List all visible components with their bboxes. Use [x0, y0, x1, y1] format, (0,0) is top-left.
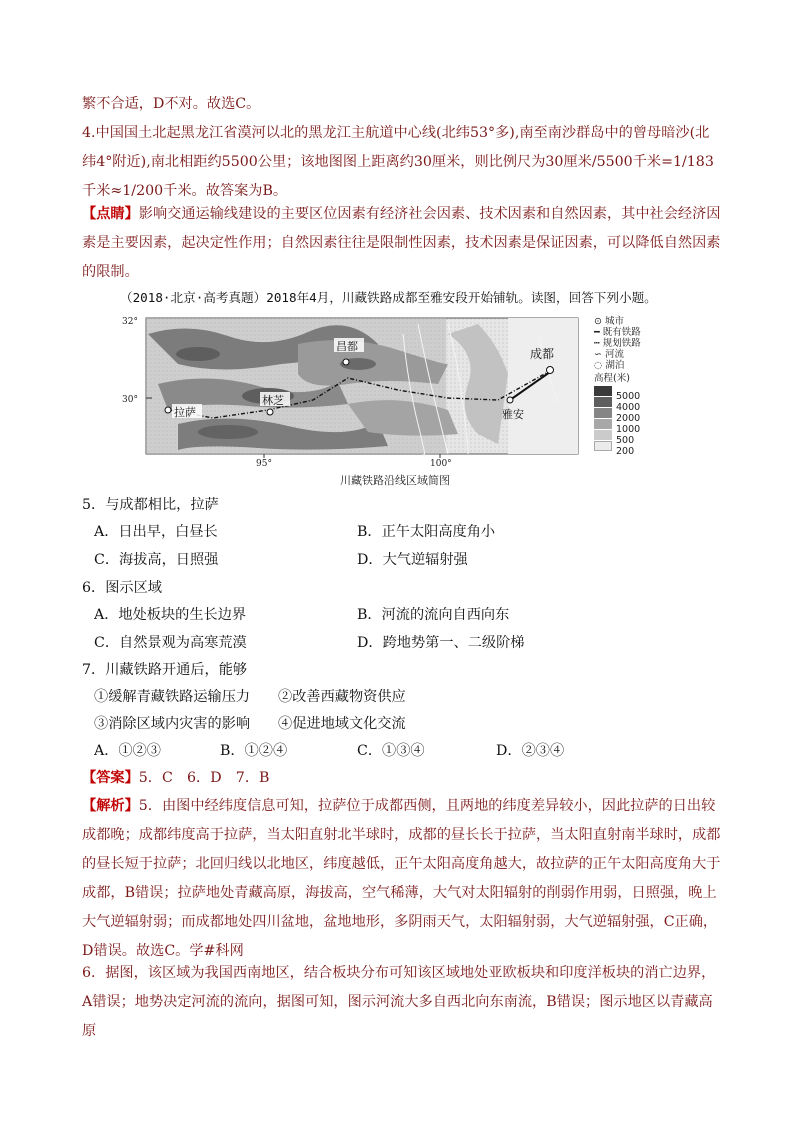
legend-river: ∽ 河流 [594, 349, 624, 360]
tip-tag: 【点睛】 [82, 206, 139, 222]
lat-32-label: 32° [122, 317, 138, 327]
paragraph-prev-answer: 繁不合适，D不对。故选C。 [82, 96, 261, 112]
lon-100-label: 100° [430, 459, 452, 469]
q5-option-c: C．海拔高，日照强 [94, 552, 219, 568]
legend-planned-railway: ┅ 规划铁路 [594, 338, 641, 349]
answer-line [82, 767, 269, 787]
analysis-tag: 【解析】 [82, 798, 139, 814]
svg-text:雅安: 雅安 [502, 408, 524, 421]
elev-5000: 5000 [616, 391, 641, 402]
elev-1000: 1000 [616, 424, 641, 435]
elev-4000: 4000 [616, 402, 641, 413]
q6-option-b: B．河流的流向自西向东 [357, 607, 510, 623]
answer-tag: 【答案】 [82, 770, 139, 786]
analysis-5-text: 5．由图中经纬度信息可知，拉萨位于成都西侧，且两地的纬度差异较小，因此拉萨的日出较成都晚；成都纬度高于拉萨，当太阳直射北半球时，成都的昼长长于拉萨，当太阳直射南半球时，成都的昼长短于拉萨；北回归线以北地区，纬度越低，正午太阳高度角越大，故拉萨的正午太阳高度角大于成都，B错误；拉萨地处青藏高原，海拔高，空气稀薄，大气对太阳辐射的削弱作用弱，日照强，晚上大气逆辐射弱；而成都地处四川盆地，盆地地形，多阴雨天气，太阳辐射弱，大气逆辐射强，C正确，D错误。故选C。学#科网 [82, 798, 721, 959]
svg-text:昌都: 昌都 [336, 340, 358, 353]
q7-option-b: B．①②④ [220, 743, 288, 759]
q5-option-d: D．大气逆辐射强 [357, 552, 468, 568]
q5-option-b: B．正午太阳高度角小 [357, 524, 496, 540]
lon-95-label: 95° [256, 459, 272, 469]
elev-2000: 2000 [616, 413, 641, 424]
legend-city: ⊙ 城市 [594, 316, 624, 327]
analysis-5 [82, 792, 722, 966]
q7-item-4: ④促进地域文化交流 [278, 716, 406, 732]
q7-option-c: C．①③④ [357, 743, 425, 759]
svg-text:林芝: 林芝 [262, 394, 284, 407]
legend-panel [594, 316, 641, 457]
q5-option-a: A．日出早，白昼长 [94, 524, 218, 540]
q7-item-1: ①缓解青藏铁路运输压力 [94, 689, 251, 705]
q6-option-a: A．地处板块的生长边界 [94, 607, 247, 623]
elevation-scale [594, 386, 641, 457]
svg-text:成都: 成都 [530, 347, 555, 361]
q7-option-d: D．②③④ [496, 743, 565, 759]
q6-option-c: C．自然景观为高寒荒漠 [94, 635, 247, 651]
elev-500: 500 [616, 435, 635, 446]
legend-lake: ◌ 湖泊 [594, 360, 625, 371]
q7-item-3: ③消除区域内灾害的影响 [94, 716, 251, 732]
question-6-stem: 6．图示区域 [82, 580, 162, 596]
tip-text: 影响交通运输线建设的主要区位因素有经济社会因素、技术因素和自然因素，其中社会经济因素是主要因素，起决定性作用；自然因素往往是限制性因素，技术因素是保证因素，可以降低自然因素的限制。 [82, 206, 721, 280]
question-5-stem: 5．与成都相比，拉萨 [82, 497, 219, 513]
question-intro: （2018·北京·高考真题）2018年4月，川藏铁路成都至雅安段开始铺轨。读图，回答下列小题。 [120, 290, 657, 305]
elev-200: 200 [616, 446, 635, 457]
q6-option-d: D．跨地势第一、二级阶梯 [357, 635, 525, 651]
answer-text: 5．C 6．D 7．B [138, 770, 270, 786]
paragraph-tip [82, 200, 722, 287]
paragraph-q4-explanation: 4.中国国土北起黑龙江省漠河以北的黑龙江主航道中心线(北纬53°多),南至南沙群岛中的曾母暗沙(北纬4°附近),南北相距约5500公里；该地图图上距离约30厘米，则比例尺为30厘米/5500千米=1/183千米≈1/200千米。故答案为B。 [82, 125, 714, 199]
railway-map-figure [118, 314, 588, 488]
legend-elevation-title: 高程(米) [594, 373, 630, 384]
q7-item-2: ②改善西藏物资供应 [278, 689, 406, 705]
question-7-stem: 7．川藏铁路开通后，能够 [82, 662, 248, 678]
analysis-6: 6．据图，该区域为我国西南地区，结合板块分布可知该区域地处亚欧板块和印度洋板块的消亡边界，A错误；地势决定河流的流向，据图可知，图示河流大多自西北向东南流，B错误；图示地区以青藏高原 [82, 965, 716, 1039]
lat-30-label: 30° [122, 395, 138, 405]
q7-option-a: A．①②③ [94, 743, 161, 759]
map-caption: 川藏铁路沿线区域简图 [340, 474, 450, 487]
legend-existing-railway: ━ 既有铁路 [594, 327, 641, 338]
svg-text:拉萨: 拉萨 [174, 406, 196, 419]
